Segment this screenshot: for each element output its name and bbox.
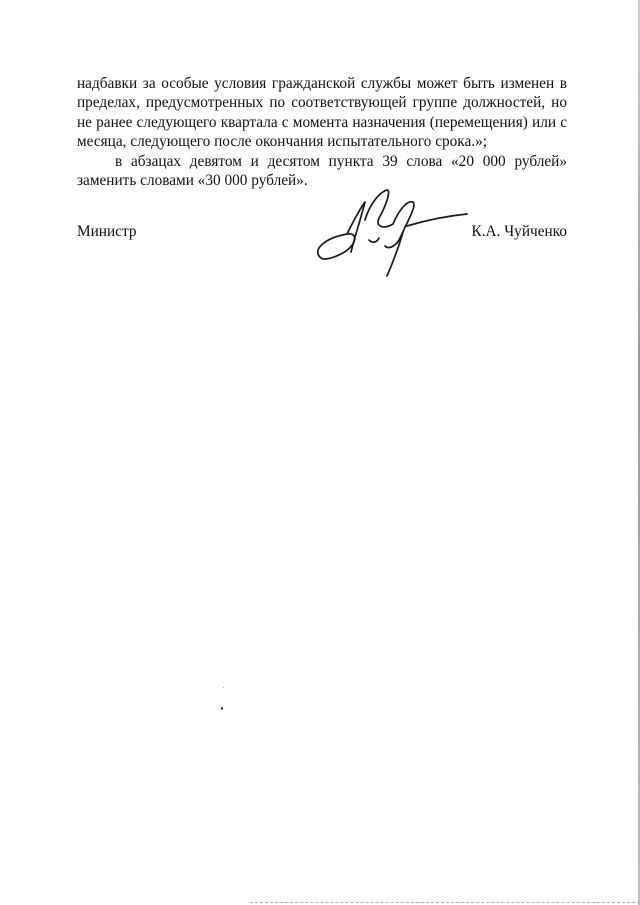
scan-speck — [221, 707, 223, 710]
signature-block — [77, 220, 567, 290]
position-title: Министр — [77, 223, 137, 240]
signatory-name: К.А. Чуйченко — [471, 223, 567, 240]
scan-edge-bottom — [250, 901, 640, 903]
handwritten-signature — [307, 180, 477, 295]
scan-speck — [223, 687, 224, 688]
paragraph-continuation: надбавки за особые условия гражданской службы может быть изменен в пределах, предусмотренных по соответствующей группе должностей, но не ранее следующего квартала с момента назначения (перемещения) или с месяца, следующего после окончания испытательного срока.»; — [77, 75, 567, 151]
document-body — [77, 74, 567, 190]
paragraph-amendment: в абзацах девятом и десятом пункта 39 слова «20 000 рублей» заменить словами «30 000 рублей». — [77, 152, 567, 190]
